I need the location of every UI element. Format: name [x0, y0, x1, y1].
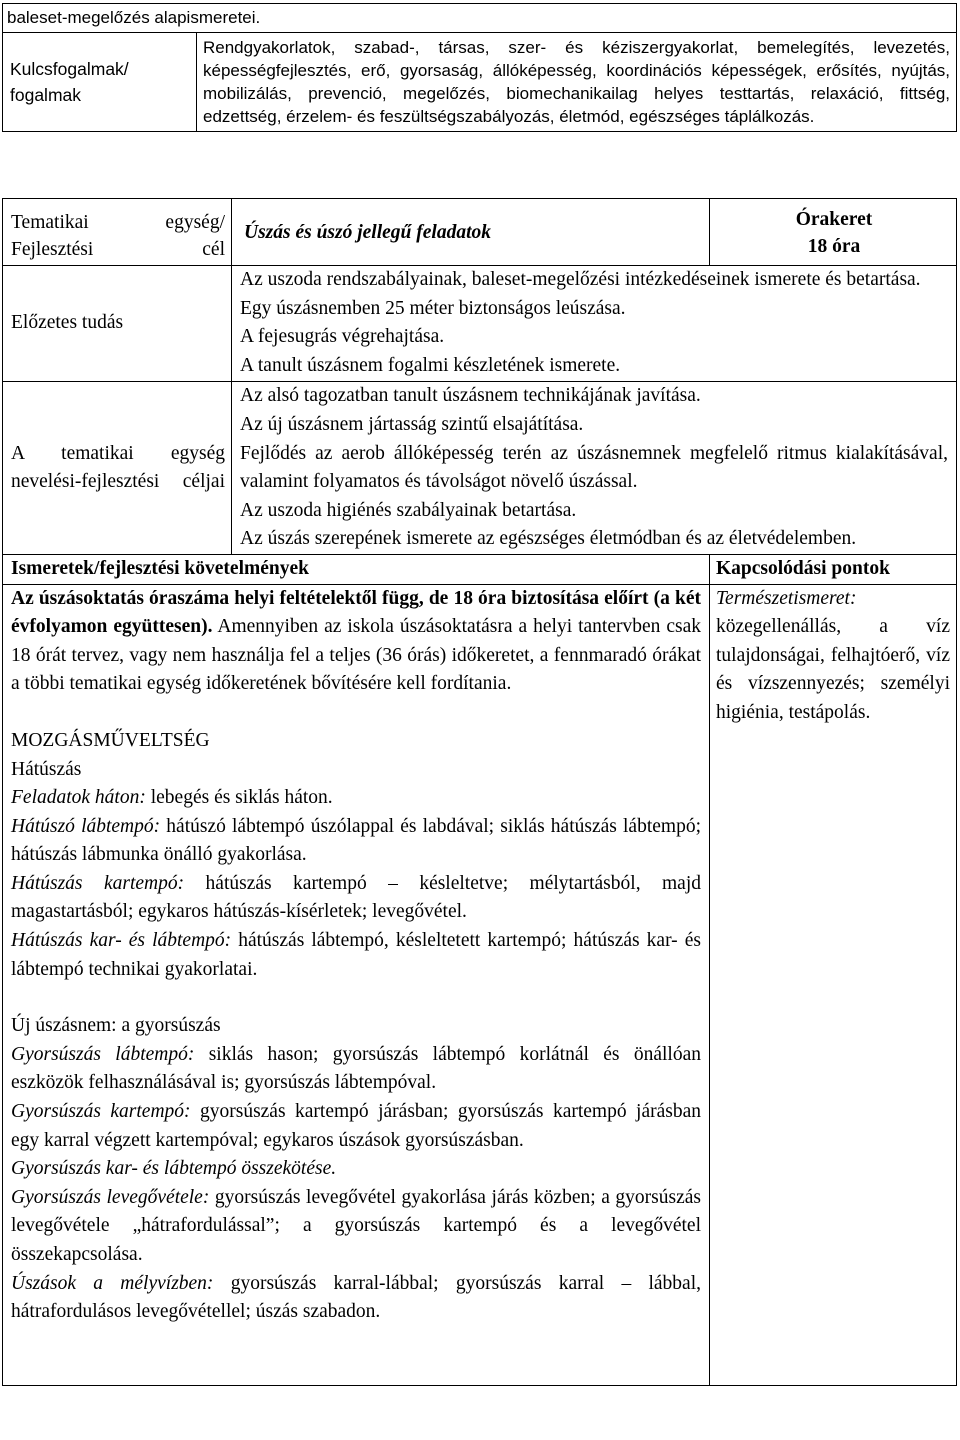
prior-knowledge-row — [3, 266, 957, 382]
goals-label: A tematikai egység nevelési-fejlesztési céljai — [11, 442, 225, 493]
section-subtitle: Hátúszás — [11, 758, 82, 780]
exercise-item — [11, 870, 701, 927]
exercise-text: siklás hason; gyorsúszás lábtempó korlátnál és önállóan eszközök felhasználásával is; gyorsúszás lábtempóval. — [11, 1043, 701, 1094]
goals-row — [3, 382, 957, 555]
prior-line: Egy úszásnemben 25 méter biztonságos leúszása. — [240, 297, 626, 319]
requirements-row — [3, 584, 957, 1385]
intro-bold: Az úszásoktatás óraszáma helyi feltételektől függ, de 18 óra biztosítása előírt (a két évfolyamon együttesen). — [11, 587, 701, 638]
exercise-text: lebegés és siklás háton. — [145, 787, 333, 809]
exercise-item — [11, 1041, 701, 1098]
connections-content — [710, 584, 957, 1385]
requirements-header: Ismeretek/fejlesztési követelmények — [11, 557, 309, 579]
unit-label: Tematikai egység/ Fejlesztési cél — [11, 212, 225, 260]
goals-line: Az új úszásnem jártasság szintű elsajátítása. — [240, 413, 584, 435]
requirements-content — [3, 584, 710, 1385]
exercise-item — [11, 784, 701, 813]
prior-label-cell — [3, 266, 232, 382]
section-title: Új úszásnem: a gyorsúszás — [11, 1015, 221, 1037]
connections-text: közegellenállás, a víz tulajdonságai, felhajtóerő, víz és vízszennyezés; személyi higiénia, testápolás. — [716, 616, 950, 723]
goals-label-cell — [3, 382, 232, 555]
exercise-term: Gyorsúszás lábtempó: — [11, 1043, 195, 1065]
exercise-term: Hátúszás kar- és lábtempó: — [11, 930, 232, 952]
exercise-text: gyorsúszás karral-lábbal; gyorsúszás karral – lábbal, hátrafordulásos levegővétellel; úszás szabadon. — [11, 1272, 701, 1323]
unit-table — [2, 198, 957, 1386]
exercise-text: hátúszó lábtempó úszólappal és labdával; siklás hátúszás lábtempó; hátúszás lábmunka önálló gyakorlása. — [11, 815, 701, 866]
prior-content — [232, 266, 957, 382]
connections-header: Kapcsolódási pontok — [716, 557, 890, 579]
intro-rest: Amennyiben az iskola úszásoktatásra a helyi tantervben csak 18 órát tervez, vagy nem használja fel a teljes (36 órás) időkeretet, a fennmaradó órákat a többi tematikai egység időkeretének bővítésére kell fordítania. — [11, 616, 701, 695]
exercise-text: hátúszás kartempó – késleltetve; mélytartásból, majd magastartásból; egykaros hátúszás-kísérletek; levegővétel. — [11, 872, 701, 923]
prior-line: A tanult úszásnem fogalmi készletének ismerete. — [240, 354, 621, 376]
connections-header-cell — [710, 554, 957, 584]
requirements-intro — [11, 585, 701, 699]
goals-line: Az úszás szerepének ismerete az egészséges életmódban és az életvédelemben. — [240, 528, 857, 550]
goals-content — [232, 382, 957, 555]
connections-subject: Természetismeret: — [716, 587, 857, 609]
exercise-item — [11, 1184, 701, 1270]
unit-title: Úszás és úszó jellegű feladatok — [244, 221, 492, 243]
exercise-text: gyorsúszás levegővétel gyakorlása járás közben; a gyorsúszás levegővétele „hátrafordulással”; a gyorsúszás kartempó és a levegővétel összekapcsolása. — [11, 1186, 702, 1265]
goals-line: Az uszoda higiénés szabályainak betartása. — [240, 499, 577, 521]
exercise-text: gyorsúszás kartempó járásban; gyorsúszás kartempó járásban egy karral végzett kartempóval; egykaros úszások gyorsúszásban. — [11, 1101, 702, 1151]
hours-label: Órakeret — [795, 209, 873, 230]
key-concepts-label: Kulcsfogalmak/ fogalmak — [3, 33, 197, 132]
key-concepts-row — [3, 33, 957, 132]
section-title: MOZGÁSMŰVELTSÉG — [11, 729, 210, 751]
prior-line: Az uszoda rendszabályainak, baleset-megelőzési intézkedéseinek ismerete és betartása. — [240, 269, 921, 290]
exercise-term: Hátúszás kartempó: — [11, 872, 185, 894]
requirements-header-cell — [3, 554, 710, 584]
exercise-term: Hátúszó lábtempó: — [11, 815, 161, 837]
unit-label-cell — [3, 199, 232, 266]
unit-row — [3, 199, 957, 266]
exercise-item — [11, 927, 701, 984]
goals-line: Az alsó tagozatban tanult úszásnem technikájának javítása. — [240, 385, 701, 407]
unit-title-cell — [232, 199, 710, 266]
exercise-item — [11, 813, 701, 870]
exercise-term: Gyorsúszás kar- és lábtempó összekötése. — [11, 1158, 337, 1180]
exercise-item — [11, 1270, 701, 1327]
prior-label: Előzetes tudás — [11, 312, 124, 334]
exercise-term: Gyorsúszás levegővétele: — [11, 1186, 210, 1208]
top-row-1 — [3, 4, 957, 33]
top-row-1-cell: baleset-megelőzés alapismeretei. — [3, 4, 957, 33]
key-concepts-text: Rendgyakorlatok, szabad-, társas, szer- és kéziszergyakorlat, bemelegítés, levezetés, képességfejlesztés, erő, gyorsaság, állóképesség, koordinációs képességek, erősítés, nyújtás, mobilizálás, prevenció, megelőzés, biomechanikailag helyes testtartás, relaxáció, fittség, edzettség, érzelem- és feszültségszabályozás, életmód, egészséges táplálkozás. — [197, 33, 957, 132]
prior-line: A fejesugrás végrehajtása. — [240, 326, 445, 348]
exercise-term: Feladatok háton: — [11, 787, 146, 809]
requirements-header-row — [3, 554, 957, 584]
exercise-item — [11, 1155, 701, 1184]
hours-cell — [710, 199, 957, 266]
exercise-term: Úszások a mélyvízben: — [11, 1272, 214, 1294]
hours-value: 18 óra — [807, 236, 861, 257]
exercise-term: Gyorsúszás kartempó: — [11, 1101, 191, 1123]
top-table — [2, 3, 957, 132]
exercise-text: hátúszás lábtempó, késleltetett kartempó; hátúszás kar- és lábtempó technikai gyakorlatai. — [11, 930, 701, 980]
goals-line: Fejlődés az aerob állóképesség terén az úszásnemnek megfelelő ritmus kialakításával, valamint folyamatos és távolságot növelő úszással. — [240, 442, 948, 493]
exercise-item — [11, 1098, 701, 1155]
